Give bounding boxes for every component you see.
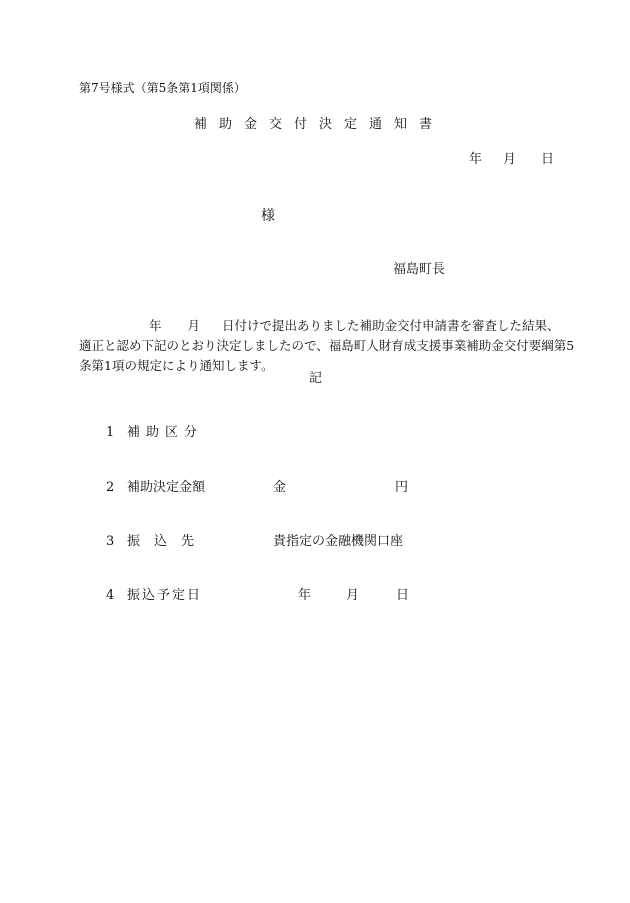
ki-heading: 記 [309,371,323,386]
document-title: 補助金交付決定通知書 [194,117,445,132]
item-4-number: 4 [106,588,115,603]
body-month: 月 [187,318,201,333]
recipient-honorific: 様 [261,208,275,224]
issue-date-month: 月 [503,152,517,167]
body-line-1-text: 日付けで提出ありました補助金交付申請書を審査した結果、 [222,318,560,333]
item-2-value-prefix: 金 [273,480,287,495]
item-1-number: 1 [106,425,115,440]
item-3-number: 3 [106,534,115,549]
item-4-month: 月 [346,588,360,603]
issue-date-year: 年 [469,152,483,167]
form-number: 第7号様式（第5条第1項関係） [79,81,246,95]
body-paragraph [79,316,575,376]
body-year: 年 [149,318,162,333]
item-4-day: 日 [396,588,410,603]
item-2-number: 2 [106,480,115,495]
body-line-1 [79,316,559,336]
issue-date-day: 日 [541,152,555,167]
item-3-value: 貴指定の金融機関口座 [273,534,404,549]
body-line-2: 適正と認め下記のとおり決定しましたので、福島町人財育成支援事業補助金交付要綱第5 [79,338,575,353]
item-1-label: 補助区分 [127,425,204,440]
item-2-label: 補助決定金額 [127,480,206,495]
item-3-label: 振込先 [127,534,209,549]
body-line-3: 条第1項の規定により通知します。 [79,358,274,373]
item-2-value-suffix: 円 [395,480,409,495]
issuer-name: 福島町長 [393,262,446,277]
item-4-label: 振込予定日 [127,588,203,603]
item-4-year: 年 [298,588,312,603]
